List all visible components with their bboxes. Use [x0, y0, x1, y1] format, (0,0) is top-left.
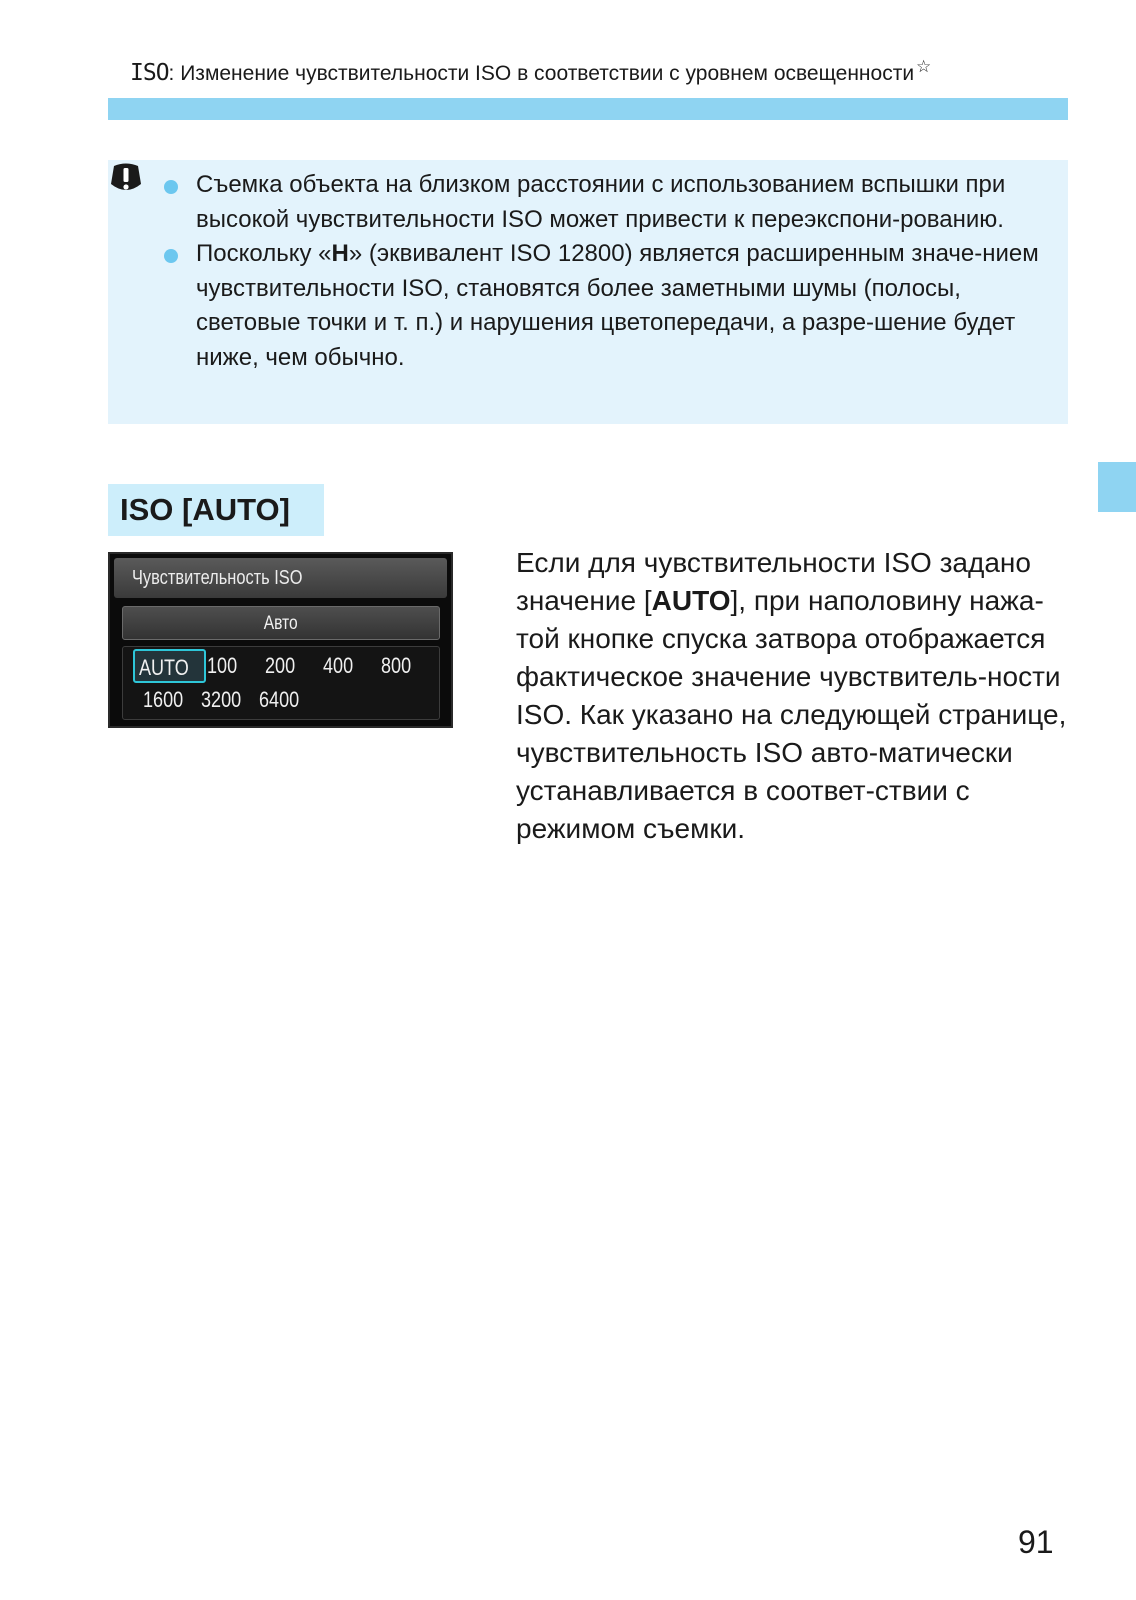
iso-option-label: 400: [323, 653, 354, 678]
iso-option-200[interactable]: [265, 651, 302, 681]
section-heading: ISO [AUTO]: [108, 484, 324, 536]
iso-option-400[interactable]: [323, 651, 360, 681]
caution-item-text-end: » (эквивалент ISO 12800) является расширенным значе-нием чувствительности ISO, становятся более заметными шумы (полосы, световые точки и т. п.) и нарушения цветопередачи, а разре-шение будет ниже, чем обычно.: [196, 240, 1039, 371]
iso-option-label: 800: [381, 653, 412, 678]
star-icon: ☆: [916, 57, 932, 76]
iso-option-label: 100: [207, 653, 238, 678]
header-rule: [108, 98, 1068, 120]
caution-list: [164, 168, 1044, 375]
caution-box: [108, 160, 1068, 424]
caution-item: [164, 237, 1044, 375]
iso-option-label: 200: [265, 653, 296, 678]
iso-symbol: ISO: [130, 60, 169, 86]
caution-item-text: Съемка объекта на близком расстоянии с использованием вспышки при высокой чувствительности ISO может привести к переэкспони-рованию.: [196, 171, 1006, 233]
iso-option-label: AUTO: [139, 655, 189, 680]
screen-title: [114, 558, 447, 598]
caution-icon: [108, 162, 144, 198]
page-header: [130, 58, 1070, 89]
iso-option-6400[interactable]: [259, 685, 308, 715]
screen-current-value: [122, 606, 440, 640]
iso-option-auto[interactable]: [133, 649, 206, 683]
body-paragraph: [516, 544, 1072, 848]
bullet-icon: [164, 180, 178, 194]
chapter-tab: [1098, 462, 1136, 512]
iso-option-3200[interactable]: [201, 685, 250, 715]
screen-current-value-text: Авто: [264, 613, 298, 634]
camera-screen: [108, 552, 453, 728]
page-number: 91: [1018, 1524, 1054, 1560]
caution-item: [164, 168, 1044, 237]
iso-option-1600[interactable]: [143, 685, 192, 715]
iso-option-label: 1600: [143, 687, 184, 712]
caution-item-bold: H: [331, 240, 349, 267]
body-text-end: ], при наполовину нажа-той кнопке спуска затвора отображается фактическое значение чувствитель-ности ISO. Как указано на следующей странице, чувствительность ISO авто-матически устанавливается в соответ-ствии с режимом съемки.: [516, 585, 1067, 844]
iso-options-grid: [122, 646, 440, 720]
bullet-icon: [164, 249, 178, 263]
iso-option-label: 6400: [259, 687, 300, 712]
body-text-bold: AUTO: [651, 585, 731, 616]
screen-title-text: Чувствительность ISO: [132, 567, 303, 589]
iso-option-800[interactable]: [381, 651, 418, 681]
caution-item-text-start: Поскольку «: [196, 240, 332, 267]
body-text-start: Если для чувствительности ISO задано значение [: [516, 547, 1031, 616]
iso-option-100[interactable]: [207, 651, 244, 681]
iso-option-label: 3200: [201, 687, 242, 712]
header-title: : Изменение чувствительности ISO в соответствии с уровнем освещенности: [168, 62, 915, 85]
